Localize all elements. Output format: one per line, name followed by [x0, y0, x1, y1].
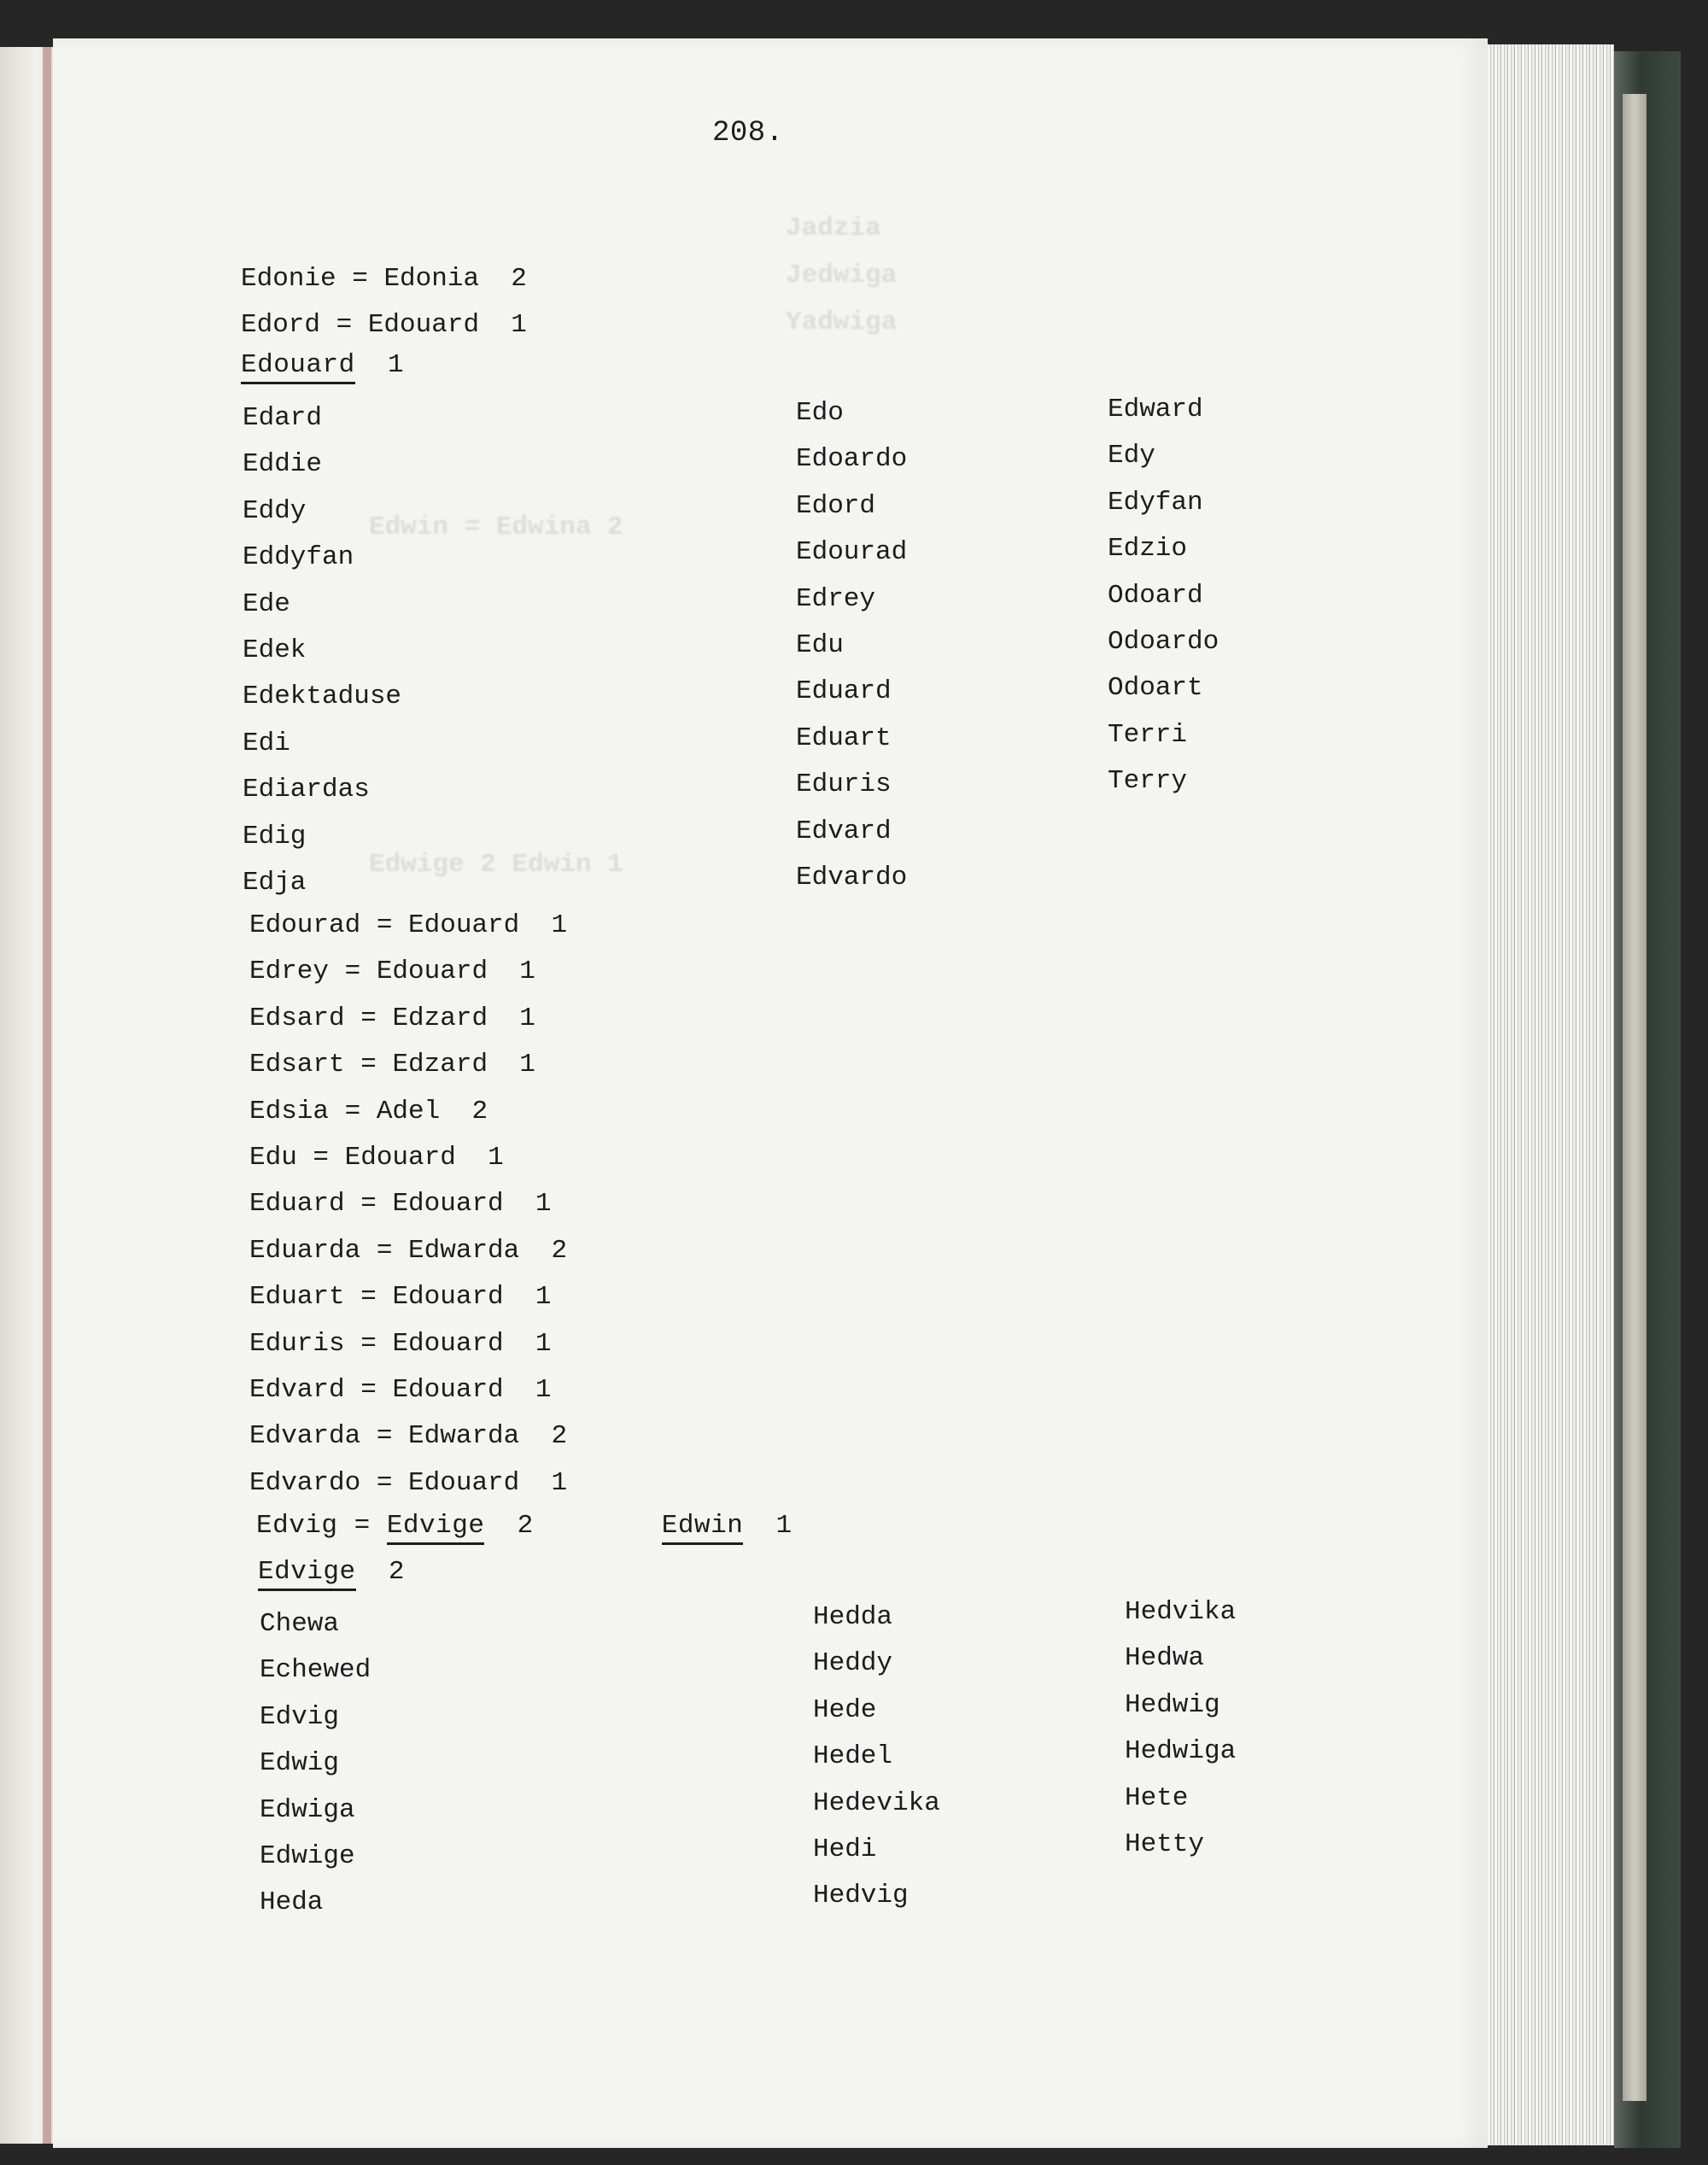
entry-equivalent: Edouard	[392, 1374, 504, 1405]
variant-name: Odoard	[1108, 580, 1203, 611]
entry-number: 1	[535, 1328, 552, 1359]
entry-equivalent: Edouard	[408, 910, 520, 940]
entry-number: 2	[551, 1421, 568, 1452]
entry-name: Edsia	[249, 1096, 330, 1126]
variant-name: Edvig	[260, 1701, 340, 1732]
variant-name: Eddie	[243, 449, 323, 480]
show-through-text: Yadwiga	[786, 307, 898, 337]
variant-name: Eduart	[796, 723, 892, 753]
variant-name: Hedda	[813, 1602, 893, 1632]
variant-name: Edek	[243, 635, 307, 665]
variant-name: Eduris	[796, 769, 892, 800]
entry-equivalent: Edouard	[367, 310, 480, 341]
variant-name: Hedel	[813, 1741, 893, 1772]
entry-number: 1	[535, 1189, 552, 1220]
entry-equivalent: Edonia	[383, 264, 480, 294]
variant-name: Eduard	[796, 676, 892, 707]
variant-name: Terri	[1108, 719, 1188, 750]
page	[53, 38, 1488, 2148]
entry-number: 2	[471, 1096, 488, 1126]
variant-name: Edwig	[260, 1748, 340, 1779]
variant-name: Odoart	[1108, 673, 1203, 704]
entry-number: 1	[511, 310, 527, 341]
entry-row: Edrey = Edouard 1	[249, 957, 535, 987]
entry-row: Eduris = Edouard 1	[249, 1328, 552, 1359]
left-cover-edge	[43, 47, 51, 2144]
variant-name: Edwiga	[260, 1794, 355, 1825]
variant-name: Edord	[796, 490, 876, 521]
entry-number: 2	[551, 1235, 568, 1266]
entry-equivalent: Adel	[376, 1096, 441, 1126]
entry-row: Edord = Edouard 1	[241, 310, 527, 341]
entry-number: 1	[535, 1374, 552, 1405]
variant-name: Hedwig	[1125, 1689, 1220, 1720]
entry-number: 1	[551, 1467, 568, 1498]
variant-name: Hedvika	[1125, 1597, 1237, 1627]
entry-row: Edu = Edouard 1	[249, 1142, 504, 1173]
variant-name: Hetty	[1125, 1829, 1205, 1859]
entry-number: 1	[551, 910, 568, 940]
entry-equivalent: Edwarda	[408, 1421, 520, 1452]
variant-name: Odoardo	[1108, 626, 1220, 657]
entry-name: Edvard	[249, 1374, 345, 1405]
variant-name: Eddyfan	[243, 542, 354, 573]
entry-row: Edourad = Edouard 1	[249, 910, 568, 940]
variant-name: Ediardas	[243, 775, 370, 805]
show-through-text: Jedwiga	[786, 260, 898, 290]
variant-name: Edu	[796, 629, 844, 660]
entry-list-middle	[249, 903, 567, 1507]
entry-number: 1	[488, 1142, 504, 1173]
entry-number: 1	[519, 1003, 535, 1033]
variant-name: Hedi	[813, 1834, 877, 1864]
entry-row: Eduart = Edouard 1	[249, 1282, 552, 1313]
entry-list-top	[241, 256, 527, 349]
entry-name: Eduarda	[249, 1235, 361, 1266]
variant-name: Edourad	[796, 537, 908, 568]
variant-name: Edvard	[796, 816, 892, 846]
variant-name: Hedvig	[813, 1881, 909, 1911]
variant-column-2	[813, 1594, 940, 1920]
entry-equivalent: Edouard	[376, 957, 488, 987]
entry-row: Eduarda = Edwarda 2	[249, 1235, 568, 1266]
variant-name: Edzio	[1108, 534, 1188, 565]
entry-number: 2	[511, 264, 527, 294]
variant-name: Hede	[813, 1694, 877, 1725]
variant-name: Edo	[796, 398, 844, 428]
variant-name: Hedevika	[813, 1788, 940, 1818]
entry-equivalent: Edwarda	[408, 1235, 520, 1266]
entry-name: Edonie	[241, 264, 336, 294]
variant-name: Ede	[243, 588, 290, 619]
variant-name: Edja	[243, 867, 307, 898]
entry-row: Edonie = Edonia 2	[241, 264, 527, 294]
entry-row: Edvardo = Edouard 1	[249, 1467, 568, 1498]
show-through-text: Edwin = Edwina 2	[369, 512, 623, 542]
variant-name: Edektaduse	[243, 682, 402, 712]
heading-name: Edouard	[241, 350, 355, 384]
entry-heading-edouard	[241, 350, 404, 380]
variant-name: Edi	[243, 728, 290, 758]
entry-heading-edvige	[258, 1557, 405, 1587]
variant-name: Edyfan	[1108, 487, 1203, 518]
entry-equivalent: Edouard	[408, 1467, 520, 1498]
variant-name: Edvardo	[796, 862, 908, 892]
show-through-text: Edwige 2 Edwin 1	[369, 850, 623, 880]
entry-equivalent: Edvige	[387, 1511, 485, 1545]
variant-name: Edig	[243, 821, 307, 851]
variant-column-1	[243, 395, 401, 906]
entry-row: Edsart = Edzard 1	[249, 1050, 535, 1080]
entry-number: 1	[535, 1282, 552, 1313]
variant-name: Terry	[1108, 766, 1188, 797]
variant-name: Hedwiga	[1125, 1736, 1237, 1767]
variant-name: Eddy	[243, 495, 307, 526]
variant-name: Heda	[260, 1887, 324, 1918]
heading-number: 1	[387, 350, 405, 380]
variant-name: Heddy	[813, 1648, 893, 1679]
variant-name: Chewa	[260, 1609, 340, 1639]
show-through-text: Jadzia	[786, 214, 881, 243]
entry-name: Edourad	[249, 910, 361, 940]
variant-column-1	[260, 1601, 371, 1927]
entry-row: Edsard = Edzard 1	[249, 1003, 535, 1033]
entry-name: Edsard	[249, 1003, 345, 1033]
variant-name: Edoardo	[796, 444, 908, 475]
entry-name: Edrey	[249, 957, 330, 987]
entry-name: Edvardo	[249, 1467, 361, 1498]
entry-edvig: Edvig = Edvige 2 Edwin 1	[256, 1511, 793, 1541]
heading-name: Edvige	[258, 1557, 356, 1591]
page-stack-edges	[1488, 44, 1614, 2145]
heading-number: 2	[388, 1557, 405, 1587]
variant-name: Edward	[1108, 395, 1203, 424]
entry-equivalent: Edzard	[392, 1003, 488, 1033]
entry-name: Edvig	[256, 1511, 338, 1541]
entry-equivalent: Edouard	[392, 1282, 504, 1313]
entry-name: Eduart	[249, 1282, 345, 1313]
entry-row: Eduard = Edouard 1	[249, 1189, 552, 1220]
entry-row: Edvard = Edouard 1	[249, 1374, 552, 1405]
entry-name: Eduard	[249, 1189, 345, 1220]
entry-equivalent: Edouard	[392, 1328, 504, 1359]
variant-name: Edwige	[260, 1840, 355, 1871]
entry-number: 1	[519, 1050, 535, 1080]
variant-name: Hete	[1125, 1782, 1189, 1813]
entry-number: 2	[517, 1511, 534, 1541]
entry-equivalent: Edouard	[344, 1142, 456, 1173]
variant-column-3	[1125, 1589, 1236, 1868]
page-number: 208.	[712, 117, 784, 149]
entry-extra-number: 1	[775, 1511, 793, 1541]
variant-column-2	[796, 390, 907, 901]
entry-name: Edu	[249, 1142, 297, 1173]
entry-equivalent: Edzard	[392, 1050, 488, 1080]
variant-column-3	[1108, 387, 1219, 805]
entry-name: Eduris	[249, 1328, 345, 1359]
entry-name: Edsart	[249, 1050, 345, 1080]
entry-row: Edsia = Adel 2	[249, 1096, 488, 1126]
variant-name: Echewed	[260, 1655, 371, 1686]
entry-row: Edvarda = Edwarda 2	[249, 1421, 568, 1452]
entry-equivalent: Edouard	[392, 1189, 504, 1220]
variant-name: Hedwa	[1125, 1643, 1205, 1674]
entry-extra: Edwin	[662, 1511, 744, 1545]
entry-number: 1	[519, 957, 535, 987]
cover-paper-strip	[1623, 94, 1647, 2101]
variant-name: Edrey	[796, 583, 876, 614]
variant-name: Edard	[243, 403, 323, 433]
entry-name: Edord	[241, 310, 321, 341]
entry-name: Edvarda	[249, 1421, 361, 1452]
variant-name: Edy	[1108, 441, 1155, 471]
